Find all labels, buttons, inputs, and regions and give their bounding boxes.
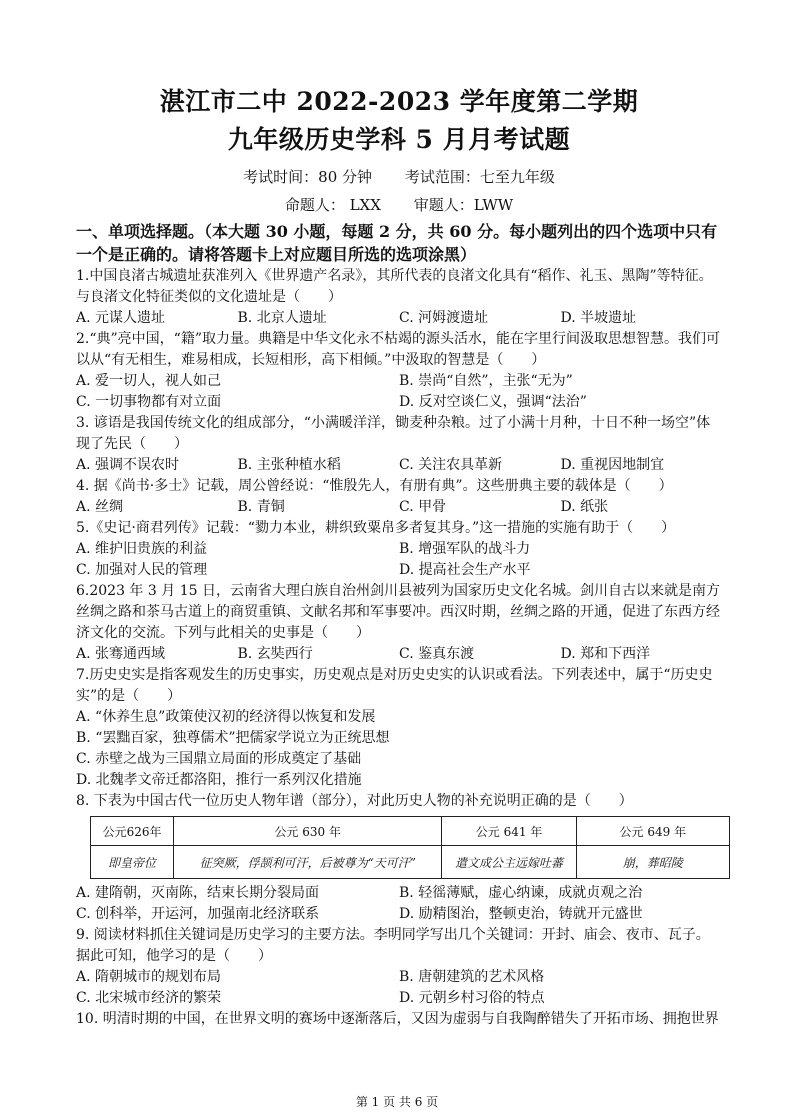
option-group	[76, 308, 722, 329]
exam-staff	[76, 194, 722, 216]
exam-title-line2: 九年级历史学科 5 月月考试题	[227, 125, 571, 154]
answer-option: D. 反对空谈仁义，强调“法治”	[399, 394, 587, 410]
timeline-year-cell: 公元 630 年	[174, 817, 442, 846]
timeline-event-cell: 征突厥，俘颉利可汗，后被尊为“天可汗”	[174, 846, 442, 879]
question-stem: 3. 谚语是我国传统文化的组成部分，“小满暖洋洋，锄麦种杂粮。过了小满十月种，十日不种一场空”体现了先民（ ）	[76, 415, 711, 452]
timeline-year-cell: 公元 649 年	[576, 817, 729, 846]
answer-option: D. 纸张	[560, 499, 609, 515]
answer-option: B. 增强军队的战斗力	[399, 541, 531, 557]
answer-option: D. 重视因地制宜	[560, 457, 665, 473]
answer-option: C. 创科举，开运河，加强南北经济联系	[76, 906, 320, 922]
timeline-year-cell: 公元626年	[91, 817, 174, 846]
answer-option: A. 元谋人遗址	[76, 310, 166, 326]
answer-option: B. 青铜	[237, 499, 285, 515]
answer-option: A. 隋朝城市的规划布局	[76, 969, 222, 985]
timeline-event-cell: 即皇帝位	[91, 846, 174, 879]
answer-option: C. 关注农具革新	[399, 457, 503, 473]
question-stem: 6.2023 年 3 月 15 日，云南省大理白族自治州剑川县被列为国家历史文化名城。剑川自古以来就是南方丝绸之路和茶马古道上的商贸重镇、文献名邦和军事要冲。西汉时期，丝绸之路的开通，促进了东西方经济文化的交流。下列与此相关的史事是（ ）	[76, 583, 720, 641]
option-group	[76, 455, 722, 476]
question-stem: 5.《史记·商君列传》记载：“勠力本业，耕织致粟帛多者复其身。”这一措施的实施有助于（ ）	[76, 520, 676, 536]
answer-option: C. 甲骨	[399, 499, 447, 515]
answer-option: A. 丝绸	[76, 499, 124, 515]
option-group	[76, 644, 722, 665]
timeline-year-row	[91, 817, 730, 846]
timeline-year-cell: 公元 641 年	[442, 817, 576, 846]
answer-option: D. 郑和下西洋	[560, 646, 651, 662]
question-stem: 7.历史史实是指客观发生的历史事实，历史观点是对历史史实的认识或看法。下列表述中，属于“历史史实”的是（ ）	[76, 667, 713, 704]
answer-option: C. 赤壁之战为三国鼎立局面的形成奠定了基础	[76, 751, 362, 767]
answer-option: C. 鉴真东渡	[399, 646, 475, 662]
answer-option: C. 加强对人民的管理	[76, 562, 208, 578]
answer-option: A. 维护旧贵族的利益	[76, 541, 208, 557]
answer-option: D. 励精图治，整顿吏治，铸就开元盛世	[399, 906, 643, 922]
question-stem: 8. 下表为中国古代一位历史人物年谱（部分），对此历史人物的补充说明正确的是（ ）	[76, 793, 633, 809]
question-stem: 10. 明清时期的中国，在世界文明的赛场中逐渐落后，又因为虚弱与自我陶醉错失了开拓市场、拥抱世界	[76, 1011, 719, 1027]
answer-option: B. 崇尚“自然”，主张“无为”	[399, 373, 573, 389]
option-group	[76, 371, 722, 413]
answer-option: D. 半坡遗址	[560, 310, 637, 326]
answer-option: D. 北魏孝文帝迁都洛阳，推行一系列汉化措施	[76, 772, 362, 788]
answer-option: B. “罢黜百家，独尊儒术”把儒家学说立为正统思想	[76, 730, 390, 746]
exam-reviewer: 审题人：LWW	[413, 196, 514, 214]
answer-option: B. 唐朝建筑的艺术风格	[399, 969, 545, 985]
page-footer: 第 1 页 共 6 页	[355, 1095, 439, 1109]
answer-option: D. 元朝乡村习俗的特点	[399, 990, 545, 1006]
question-stem: 9. 阅读材料抓住关键词是历史学习的主要方法。李明同学写出几个关键词：开封、庙会、夜市、瓦子。据此可知，他学习的是（ ）	[76, 927, 710, 964]
option-group	[76, 539, 722, 581]
exam-time: 考试时间：80 分钟	[243, 168, 373, 186]
answer-option: C. 河姆渡遗址	[399, 310, 489, 326]
answer-option: A. 爱一切人，视人如己	[76, 373, 222, 389]
answer-option: A. “休养生息”政策使汉初的经济得以恢复和发展	[76, 709, 376, 725]
section-heading: 一、单项选择题。（本大题 30 小题，每题 2 分，共 60 分。每小题列出的四个选项中只有一个是正确的。请将答题卡上对应题目所选的选项涂黑）	[76, 222, 718, 264]
exam-scope: 考试范围：七至九年级	[404, 168, 555, 186]
answer-option: A. 建隋朝，灭南陈，结束长期分裂局面	[76, 885, 320, 901]
exam-setter: 命题人： LXX	[284, 196, 381, 214]
answer-option: C. 一切事物都有对立面	[76, 394, 222, 410]
question-stem: 2.“典”亮中国，“籍”取力量。典籍是中华文化永不枯竭的源头活水，能在字里行间汲取思想智慧。我们可以从“有无相生，难易相成，长短相形，高下相倾。”中汲取的智慧是（ ）	[76, 331, 720, 368]
option-group	[76, 497, 722, 518]
answer-option: C. 北宋城市经济的繁荣	[76, 990, 222, 1006]
timeline-event-cell: 崩，葬昭陵	[576, 846, 729, 879]
timeline-table	[90, 816, 730, 879]
timeline-event-row	[91, 846, 730, 879]
answer-option: A. 强调不误农时	[76, 457, 180, 473]
option-group	[76, 707, 722, 791]
answer-option: B. 轻徭薄赋，虚心纳谏，成就贞观之治	[399, 885, 643, 901]
exam-title-line1: 湛江市二中 2022-2023 学年度第二学期	[159, 87, 639, 116]
answer-option: B. 主张种植水稻	[237, 457, 341, 473]
answer-option: A. 张骞通西域	[76, 646, 166, 662]
answer-option: B. 北京人遗址	[237, 310, 327, 326]
option-group	[76, 967, 722, 1009]
timeline-event-cell: 遣文成公主远嫁吐蕃	[442, 846, 576, 879]
answer-option: D. 提高社会生产水平	[399, 562, 531, 578]
answer-option: B. 玄奘西行	[237, 646, 313, 662]
question-stem: 4. 据《尚书·多士》记载，周公曾经说：“惟殷先人，有册有典”。这些册典主要的载体是（ ）	[76, 478, 673, 494]
option-group	[76, 883, 722, 925]
exam-info	[76, 166, 722, 188]
question-stem: 1.中国良渚古城遗址获准列入《世界遗产名录》，其所代表的良渚文化具有“稻作、礼玉、黑陶”等特征。与良渚文化特征类似的文化遗址是（ ）	[76, 268, 713, 305]
question-list	[76, 266, 722, 1030]
